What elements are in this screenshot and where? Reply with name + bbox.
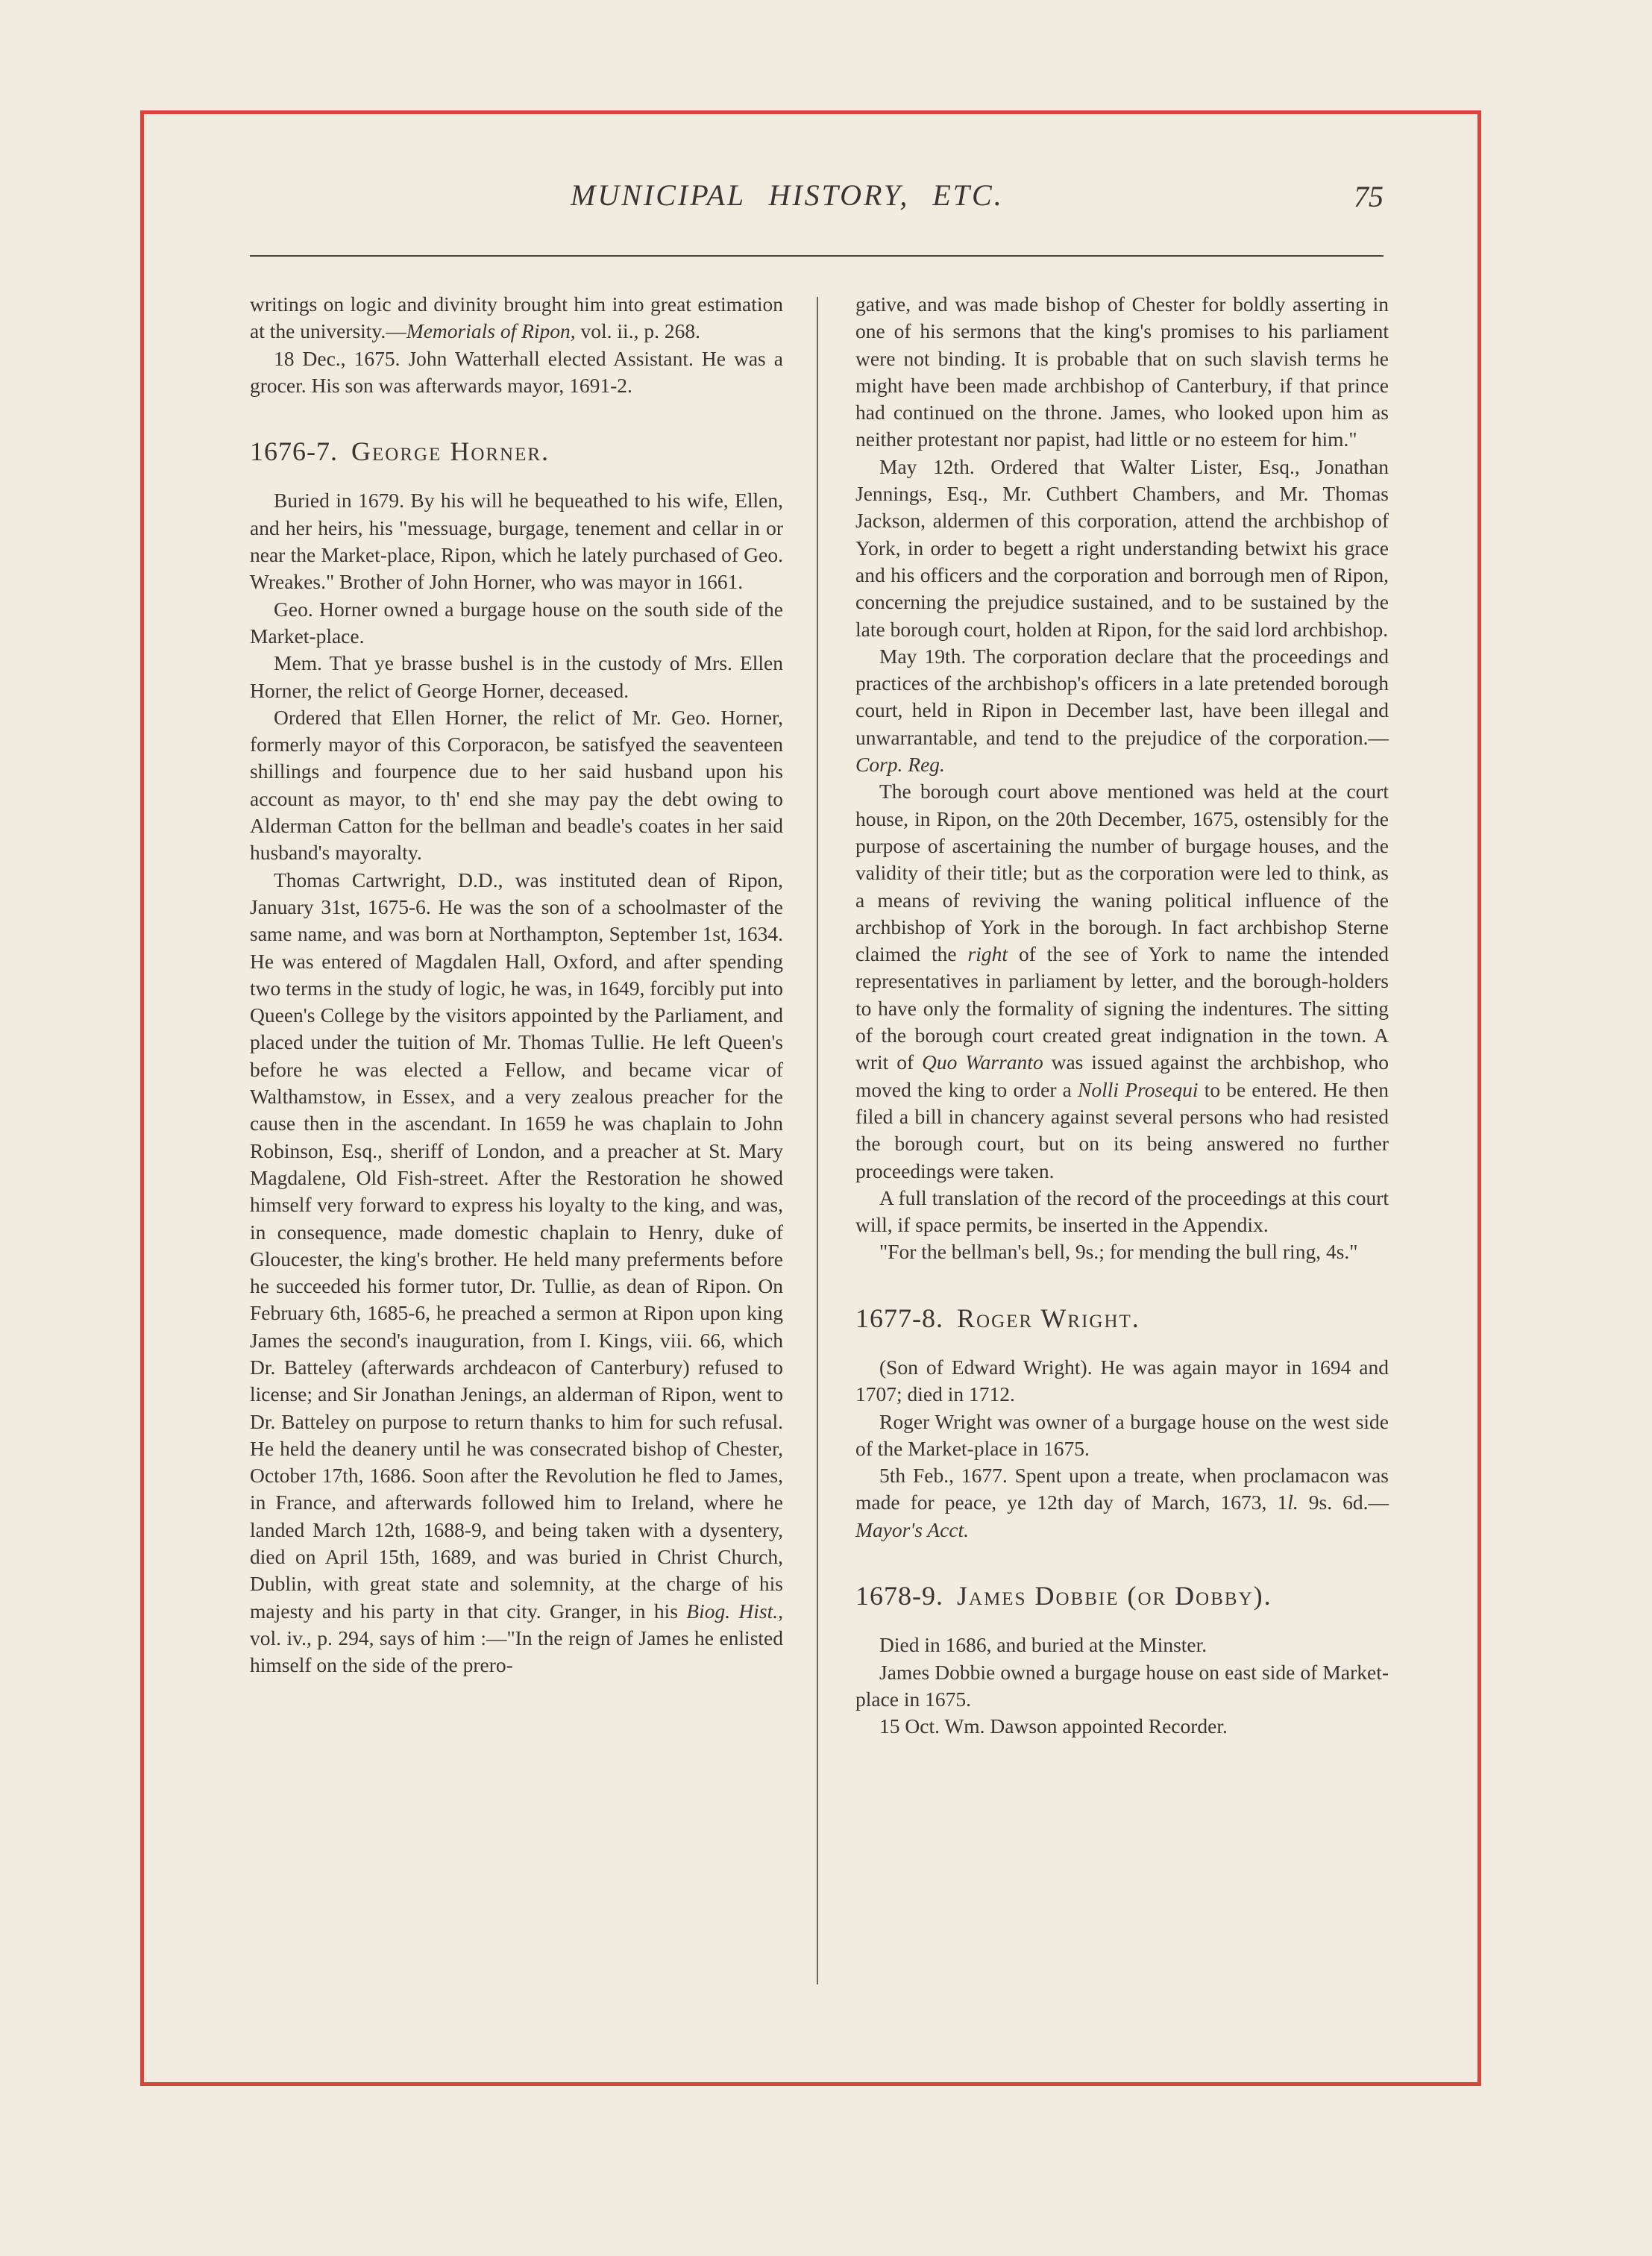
paragraph: A full translation of the record of the proceedings at this court will, if space permits, be inserted in the Appendix. <box>855 1185 1389 1237</box>
paragraph: Mem. That ye brasse bushel is in the custody of Mrs. Ellen Horner, the relict of George Horner, deceased. <box>250 651 783 702</box>
paragraph: James Dobbie owned a burgage house on east side of Market-place in 1675. <box>855 1660 1389 1711</box>
header-rule <box>250 255 1384 257</box>
paragraph: The borough court above mentioned was held at the court house, in Ripon, on the 20th December, 1675, ostensibly for the purpose of ascertaining the number of burgage houses, and the validity of their title; but as the corporation were led to think, as a means of reviving the waning political influence of the archbishop of York in the borough. In fact archbishop Sterne claimed the right of the see of York to name the intended representatives in parliament by letter, and the borough-holders to have only the formality of signing the indentures. The sitting of the borough court created great indignation in the town. A writ of Quo Warranto was issued against the archbishop, who moved the king to order a Nolli Prosequi to be entered. He then filed a bill in chancery against several persons who had resisted the borough court, but on its being answered no further proceedings were taken. <box>855 780 1389 1182</box>
paragraph: 18 Dec., 1675. John Watterhall elected Assistant. He was a grocer. His son was afterwards mayor, 1691-2. <box>250 346 783 397</box>
paragraph: "For the bellman's bell, 9s.; for mending the bull ring, 4s." <box>879 1240 1358 1264</box>
paragraph: Died in 1686, and buried at the Minster. <box>879 1633 1207 1657</box>
paragraph: 15 Oct. Wm. Dawson appointed Recorder. <box>879 1714 1228 1738</box>
right-column <box>855 291 1389 1740</box>
section-heading-george-horner: 1676-7. George Horner. <box>250 436 550 467</box>
paragraph: writings on logic and divinity brought him into great estimation at the university.—Memorials of Ripon, vol. ii., p. 268. <box>250 292 783 343</box>
paragraph: Thomas Cartwright, D.D., was instituted dean of Ripon, January 31st, 1675-6. He was the son of a schoolmaster of the same name, and was born at Northampton, September 1st, 1634. He was entered of Magdalen Hall, Oxford, and after spending two terms in the study of logic, he was, in 1649, forcibly put into Queen's College by the visitors appointed by the Parliament, and placed under the tuition of Mr. Thomas Tullie. He left Queen's before he was elected a Fellow, and became vicar of Walthamstow, in Essex, and a very zealous preacher for the cause then in the ascendant. In 1659 he was chaplain to John Robinson, Esq., sheriff of London, and a preacher at St. Mary Magdalene, Old Fish-street. After the Restoration he showed himself very forward to express his loyalty to the king, and was, in consequence, made domestic chaplain to Henry, duke of Gloucester, the king's brother. He held many preferments before he succeeded his former tutor, Dr. Tullie, as dean of Ripon. On February 6th, 1685-6, he preached a sermon at Ripon upon king James the second's inauguration, from I. Kings, viii. 66, which Dr. Batteley (afterwards archdeacon of Canterbury) refused to license; and Sir Jonathan Jenings, an alderman of Ripon, went to Dr. Batteley on purpose to return thanks to him for such refusal. He held the deanery until he was consecrated bishop of Chester, October 17th, 1686. Soon after the Revolution he fled to James, in France, and afterwards followed him to Ireland, where he landed March 12th, 1688-9, and being taken with a dysentery, died on April 15th, 1689, and was buried in Christ Church, Dublin, with great state and solemnity, at the charge of his majesty and his party in that city. Granger, in his Biog. Hist., vol. iv., p. 294, says of him :—"In the reign of James he enlisted himself on the side of the prero- <box>250 868 784 1677</box>
paragraph: Roger Wright was owner of a burgage house on the west side of the Market-place in 1675. <box>855 1409 1389 1460</box>
page-number: 75 <box>1354 180 1384 213</box>
paragraph: Geo. Horner owned a burgage house on the south side of the Market-place. <box>250 597 783 648</box>
section-heading-james-dobbie: 1678-9. James Dobbie (or Dobby). <box>855 1581 1272 1611</box>
paragraph: Buried in 1679. By his will he bequeathed to his wife, Ellen, and her heirs, his "messuage, burgage, tenement and cellar in or near the Market-place, Ripon, which he lately purchased of Geo. Wreakes." Brother of John Horner, who was mayor in 1661. <box>250 489 783 594</box>
page-header <box>250 178 1384 230</box>
paragraph: gative, and was made bishop of Chester for boldly asserting in one of his sermons that the king's promises to his parliament were not binding. It is probable that on such slavish terms he might have been made archbishop of Canterbury, if that prince had continued on the throne. James, who looked upon him as neither protestant nor papist, had little or no esteem for him." <box>855 292 1389 451</box>
paragraph: May 12th. Ordered that Walter Lister, Esq., Jonathan Jennings, Esq., Mr. Cuthbert Chambers, and Mr. Thomas Jackson, aldermen of this corporation, attend the archbishop of York, in order to begett a right understanding betwixt his grace and his officers and the corporation and borrough men of Ripon, concerning the prejudice sustained, and to be sustained by the late borough court, holden at Ripon, for the said lord archbishop. <box>855 454 1389 641</box>
section-heading-roger-wright: 1677-8. Roger Wright. <box>855 1303 1140 1333</box>
paragraph: 5th Feb., 1677. Spent upon a treate, when proclamacon was made for peace, ye 12th day of March, 1673, 1l. 9s. 6d.—Mayor's Acct. <box>855 1464 1389 1541</box>
running-title: MUNICIPAL HISTORY, ETC. <box>571 178 1004 212</box>
paragraph: May 19th. The corporation declare that the proceedings and practices of the archbishop's officers in a late pretended borough court, held in Ripon in December last, have been illegal and unwarrantable, and tend to the prejudice of the corporation.—Corp. Reg. <box>855 644 1389 777</box>
paragraph: Ordered that Ellen Horner, the relict of Mr. Geo. Horner, formerly mayor of this Corporacon, be satisfyed the seaventeen shillings and fourpence due to her said husband upon his account as mayor, to th' end she may pay the debt owing to Alderman Catton for the bellman and beadle's coates in her said husband's mayoralty. <box>250 705 783 865</box>
paragraph: (Son of Edward Wright). He was again mayor in 1694 and 1707; died in 1712. <box>855 1355 1389 1406</box>
column-divider <box>817 297 818 1984</box>
left-column <box>250 291 783 1679</box>
